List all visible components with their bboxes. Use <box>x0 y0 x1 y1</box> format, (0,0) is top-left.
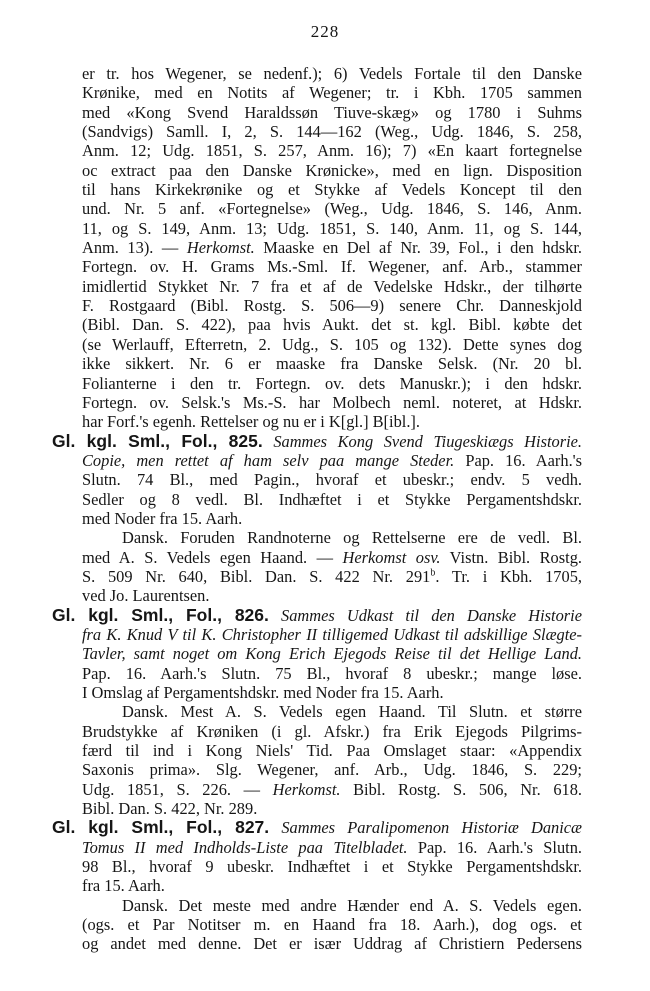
text-segment: Bibl. Rostg. S. 506, Nr. 618. <box>340 779 582 799</box>
text-segment: med A. S. Vedels egen Haand. — <box>82 547 343 567</box>
text-line <box>82 741 582 760</box>
text-line <box>82 702 582 721</box>
text-line <box>82 393 582 412</box>
text-line <box>82 799 582 818</box>
text-line <box>82 374 582 393</box>
text-segment: imidlertid Stykket Nr. 7 fra et af de Vedelske Hdskr., der tilhørte <box>82 276 582 296</box>
entry-shelfmark: Gl. kgl. Sml., Fol., 827. <box>52 817 270 838</box>
text-segment: Dansk. Det meste med andre Hænder end A. S. Vedels egen. <box>122 895 582 915</box>
page-number: 228 <box>310 22 340 41</box>
italic-title: Sammes Udkast til den Danske Historie <box>268 605 582 625</box>
text-segment: I Omslag af Pergamentshdskr. med Noder fra 15. Aarh. <box>82 683 444 702</box>
text-line <box>82 335 582 354</box>
entry-heading-line <box>52 432 582 451</box>
page-body <box>52 64 583 954</box>
text-line <box>82 896 582 915</box>
text-segment: Brudstykke af Krøniken (i gl. Afskr.) fra Erik Ejegods Pilgrims- <box>82 721 582 741</box>
text-segment: (Sandvigs) Samll. I, 2, S. 144—162 (Weg., Udg. 1846, S. 258, <box>82 122 582 142</box>
text-line <box>82 470 582 489</box>
text-segment: (ogs. et Par Notitser m. en Haand fra 18. Aarh.), dog ogs. et <box>82 915 582 935</box>
italic-title: fra K. Knud V til K. Christopher II tilligemed Udkast til adskillige Slægte- <box>82 624 582 644</box>
text-segment: Pap. 16. Aarh.'s <box>454 450 582 470</box>
text-line <box>82 103 582 122</box>
text-line <box>82 838 582 857</box>
text-segment: Anm. 13). — <box>82 238 187 258</box>
text-line <box>82 238 582 257</box>
text-line <box>82 315 582 334</box>
text-segment: Fortegn. ov. H. Grams Ms.-Sml. If. Wegener, anf. Arb., stammer <box>82 257 582 277</box>
text-segment: Anm. 12; Udg. 1851, S. 257, Anm. 16); 7) «En kaart fortegnelse <box>82 141 582 161</box>
text-segment: Folianterne i den tr. Fortegn. ov. dets Manuskr.); i den hdskr. <box>82 373 582 393</box>
entry-shelfmark: Gl. kgl. Sml., Fol., 825. <box>52 430 263 451</box>
text-segment: F. Rostgaard (Bibl. Rostg. S. 506—9) senere Chr. Danneskjold <box>82 296 582 316</box>
text-segment: med Noder fra 15. Aarh. <box>82 508 243 528</box>
italic-title: Herkomst. <box>272 779 341 799</box>
text-line <box>82 161 582 180</box>
text-line <box>82 876 582 895</box>
text-segment: Pap. 16. Aarh.'s Slutn. 75 Bl., hvoraf 8 ubeskr.; mange løse. <box>82 663 582 683</box>
text-line <box>82 451 582 470</box>
text-line <box>82 586 582 605</box>
text-line <box>82 664 582 683</box>
text-segment: Dansk. Foruden Randnoterne og Rettelserne ere de vedl. Bl. <box>122 528 582 548</box>
text-segment: Vistn. Bibl. Rostg. <box>440 547 582 567</box>
text-line <box>82 257 582 276</box>
text-line <box>82 219 582 238</box>
text-segment: und. Nr. 5 anf. «Fortegnelse» (Weg., Udg. 1846, S. 146, Anm. <box>82 199 582 219</box>
text-line <box>82 567 582 586</box>
text-segment: (se Werlauff, Efterretn, 2. Udg., S. 105 og 132). Dette synes dog <box>82 334 582 354</box>
italic-title: Sammes Paralipomenon Historiæ Danicæ <box>269 818 582 838</box>
text-segment: Udg. 1851, S. 226. — <box>82 779 273 799</box>
text-line <box>82 83 582 102</box>
text-line <box>82 683 582 702</box>
italic-title: Tavler, samt noget om Kong Erich Ejegods Reise til det Hellige Land. <box>82 644 582 664</box>
text-segment: Krønike, med en Notits af Wegener; tr. i Kbh. 1705 sammen <box>82 83 582 103</box>
text-segment: S. 509 Nr. 640, Bibl. Dan. S. 422 Nr. 291 <box>82 566 431 586</box>
text-segment: (Bibl. Dan. S. 422), paa hvis Aukt. det st. kgl. Bibl. købte det <box>82 315 582 335</box>
text-line <box>82 722 582 741</box>
text-line <box>82 857 582 876</box>
italic-title: Sammes Kong Svend Tiugeskiægs Historie. <box>262 431 583 451</box>
text-segment: Fortegn. ov. Selsk.'s Ms.-S. har Molbech neml. noteret, at Hdskr. <box>82 392 582 412</box>
text-segment: 98 Bl., hvoraf 9 ubeskr. Indhæftet i et Stykke Pergamentshdskr. <box>82 857 582 877</box>
entry-heading-line <box>52 818 582 837</box>
text-segment: Saxonis prima». Slg. Wegener, anf. Arb., Udg. 1846, S. 229; <box>82 760 582 780</box>
italic-title: Herkomst osv. <box>342 547 441 567</box>
text-line <box>82 780 582 799</box>
text-line <box>82 548 582 567</box>
text-segment: Maaske en Del af Nr. 39, Fol., i den hdskr. <box>254 238 582 258</box>
text-line <box>82 122 582 141</box>
text-line <box>82 180 582 199</box>
text-segment: færd til ind i Kong Niels' Tid. Paa Omslaget staar: «Appendix <box>82 741 582 761</box>
text-segment: er tr. hos Wegener, se nedenf.); 6) Vedels Fortale til den Danske <box>82 64 582 83</box>
text-line <box>82 354 582 373</box>
text-segment: Slutn. 74 Bl., med Pagin., hvoraf et ubeskr.; endv. 5 vedh. <box>82 470 582 490</box>
text-segment: oc extract paa den Danske Krønicke», med en lign. Disposition <box>82 160 582 180</box>
text-line <box>82 199 582 218</box>
text-line <box>82 644 582 663</box>
entry-heading-line <box>52 606 582 625</box>
text-line <box>82 141 582 160</box>
text-line <box>82 915 582 934</box>
text-segment: til hans Kirkekrønike og et Stykke af Vedels Koncept til den <box>82 180 582 200</box>
text-segment: Pap. 16. Aarh.'s Slutn. <box>407 837 582 857</box>
text-segment: ikke sikkert. Nr. 6 er maaske fra Danske Selsk. (Nr. 20 bl. <box>82 354 582 374</box>
text-segment: Sedler og 8 vedl. Bl. Indhæftet i et Stykke Pergamentshdskr. <box>82 489 582 509</box>
text-line <box>82 296 582 315</box>
text-segment: 11, og S. 149, Anm. 13; Udg. 1851, S. 140, Anm. 11, og S. 144, <box>82 218 582 238</box>
text-segment: ved Jo. Laurentsen. <box>82 586 210 606</box>
italic-title: Tomus II med Indholds-Liste paa Titelbladet. <box>82 837 408 857</box>
text-line <box>82 509 582 528</box>
italic-title: Herkomst. <box>186 238 255 258</box>
text-segment: og andet med denne. Det er især Uddrag af Christiern Pedersens <box>82 934 582 954</box>
text-line <box>82 528 582 547</box>
text-segment: har Forf.'s egenh. Rettelser og nu er i K[gl.] B[ibl.]. <box>82 412 420 432</box>
text-line <box>82 934 582 953</box>
text-line <box>82 64 582 83</box>
text-segment: med «Kong Svend Haraldssøn Tiuve-skæg» og 1780 i Suhms <box>82 102 582 122</box>
text-line <box>82 412 582 431</box>
text-line <box>82 625 582 644</box>
text-line <box>82 277 582 296</box>
text-segment: Dansk. Mest A. S. Vedels egen Haand. Til Slutn. et større <box>122 702 582 722</box>
text-line <box>82 760 582 779</box>
entry-shelfmark: Gl. kgl. Sml., Fol., 826. <box>52 604 269 625</box>
italic-title: Copie, men rettet af ham selv paa mange Steder. <box>82 450 455 470</box>
superscript: b <box>430 567 436 579</box>
text-segment: . Tr. i Kbh. 1705, <box>435 566 582 586</box>
text-segment: fra 15. Aarh. <box>82 876 165 896</box>
text-segment: Bibl. Dan. S. 422, Nr. 289. <box>82 799 258 819</box>
text-line <box>82 490 582 509</box>
